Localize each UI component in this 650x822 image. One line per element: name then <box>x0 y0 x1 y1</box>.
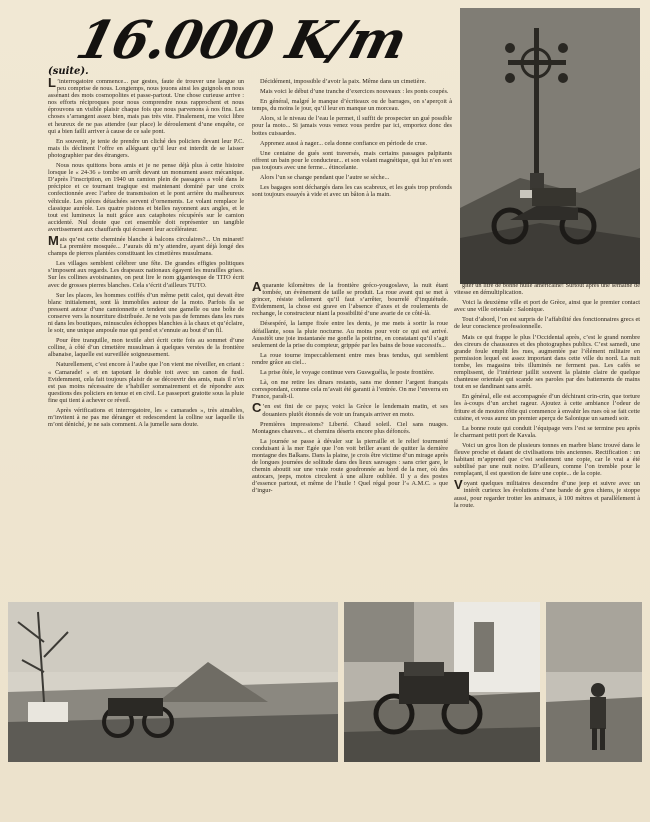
paragraph <box>252 140 452 147</box>
paragraph-text: La journée se passe à dévaler sur la pierraille et le relief tourmenté conduisant à la mer Egée que l’on voit briller avant de quitter la dernière montagne des Balkans. Dans la plaine, je crois être victime d’un mirage après de longues journées de solitude dans des lieux sauvages : sans crier gare, le chemin aboutit sur une vraie route goudronnée au bord de la mer, où des autocars, jeeps, motos circulent à une allure oubliée. Il y a des postes d’essence partout, et même de l’huile ! Quel régal pour l’« A.M.C. » que d’ingur- <box>252 437 448 495</box>
paragraph <box>48 292 244 335</box>
paragraph <box>48 138 244 159</box>
article-title: 16.000 K/m <box>70 10 412 71</box>
paragraph <box>252 282 448 317</box>
paragraph <box>252 115 452 136</box>
paragraph <box>48 337 244 358</box>
paragraph <box>252 174 452 181</box>
paragraph-text: Les villages semblent célébrer une fête. De grandes effigies politiques s’imposent aux regards. Les drapeaux nationaux égayent les murailles grises. Sur les collines avoisinantes, on peut lire le nom gigantesque de TITO écrit avec de grosses pierres blanches. Cela s’écrit d’ailleurs TUTO. <box>48 260 244 289</box>
paragraph-text: Naturellement, c’est encore à l’aube que l’on vient me réveiller, en criant : « Camarade! » et en tapotant le double toit avec un canon de fusil. Evidemment, cela fait toujours plaisir de se découvrir des amis, mais il n’en est pas moins nécessaire de s’habiller sommairement et de répondre aux questions des policiers en tenue et en civil. Le passeport gratotte sous la pluie fine qui tient à achever ce réveil. <box>48 361 244 404</box>
paragraph <box>252 98 452 112</box>
photo-cross-monument <box>460 8 640 284</box>
paragraph <box>454 299 640 313</box>
drop-cap: L <box>48 78 56 90</box>
paragraph <box>252 369 448 376</box>
paragraph-text: Une centaine de gués sont traversés, mais certains passages palpitants offrent un bain pour le conducteur... et son volant magnétique, qui lui n’en sort pas toujours avec une ferme... étincelante. <box>252 149 452 171</box>
paragraph-text: Sur les places, les hommes coiffés d’un même petit calot, qui devait être blanc initialement, sont là immobiles autour de la moto. Parfois ils se pressent autour d’une camionnette et tendent une gamelle ou une boîte de conserve vers la nourriture distribuée. Je ne vois pas de femmes dans les rues ni dans les boutiques, minuscules échoppes blanchies à la chaux et qu’éclaire, le soir, une unique ampoule nue qui pend et s’ennuie au bout d’un fil. <box>48 291 244 335</box>
photo-tent-camp <box>8 602 338 762</box>
paragraph <box>454 316 640 330</box>
drop-cap: V <box>454 477 463 493</box>
paragraph-text: En général, elle est accompagnée d’un déchirant crin-crin, que torture les à-coups d’un archet rageur. Ajoutez à cette ambiance l’odeur de friture et de mouton rôtie qui commence à envahir les rues où se fait cette cuisine, et vous aurez un premier aperçu de Salonique un samedi soir. <box>454 393 640 422</box>
paragraph-text: Alors l’un se change pendant que l’autre se sèche... <box>260 174 390 182</box>
paragraph <box>252 400 448 418</box>
paragraph-text: Mais voici le début d’une tranche d’exercices nouveaux : les ponts coupés. <box>260 88 449 96</box>
paragraph-text: Là, on me retire les dinars restants, sans me donner l’argent français correspondant, comme cela m’avait été garanti à l’entrée. On me l’enverra en France, paraît-il. <box>252 379 448 401</box>
paragraph-text: quarante kilomètres de la frontière gréco-yougoslave, la nuit étant tombée, un évènement de taille se produit. La roue avant qui se met à grincer, résiste tellement qu’il faut s’arrêter, bourrelé d’inquiétude. Evidemment, la chose est grave en l’absence d’axes et de roulements de rechange, le constructeur niant la possibilité d’une avarie de ce côté-là. <box>252 282 448 318</box>
paragraph <box>48 78 244 135</box>
paragraph-text: La bonne route qui conduit l’équipage vers l’est se termine peu après le charmant petit port de Kavala. <box>454 424 640 439</box>
paragraph-text: Premières impressions? Liberté. Chaud soleil. Ciel sans nuages. Montagnes chauves... et chemins déserts encore plus défoncés. <box>252 420 448 435</box>
paragraph-text: Nous nous quittons bons amis et je ne pense déjà plus à cette histoire lorsque le « 24-36 » tombe en arrêt devant un monument assez mécanique. D’après l’inscription, en 1940 un camion plein de passagers a volé dans le précipice et ce tournant tragique est maintenant dominé par une croix confectionnée avec l’arbre de transmission et le pont arrière du malheureux véhicule. Les pièces détachées servent d’ornements. Le volant remplace le classique auréole. Les quatre pistons et bielles rayonnent aux angles, et le tout est lumineux la nuit grâce aux cataphotes récupérés sur le camion accidenté. Nul doute que cet ensemble doit représenter un tangible avertissement aux chauffards qui écrasent leur accélérateur. <box>48 162 244 233</box>
paragraph <box>454 425 640 439</box>
paragraph <box>252 438 448 495</box>
drop-cap: M <box>48 232 59 248</box>
paragraph <box>48 232 244 258</box>
paragraph-text: La roue tourne impeccablement entre mes bras tendus, qui semblent rendre grâce au ciel... <box>252 351 448 366</box>
paragraph <box>252 184 452 198</box>
drop-cap: A <box>252 282 262 294</box>
paragraph-text: Les bagages sont déchargés dans les cas scabreux, et les gués trop profonds sont toujours essayés à vide et avec un bâton à la main. <box>252 184 452 199</box>
paragraph <box>252 421 448 435</box>
paragraph-text: ’interrogatoire commence... par gestes, faute de trouver une langue un peu comprise de nous. Longtemps, nous jouons ainsi les guignols en nous assénant des mots cosmopolites et passe-partout. Une chose curieuse arrive : nos efforts réciproques pour nous comprendre nous rapprochent et nous éprouvons un visible plaisir chaque fois que nous parvenons à nos fins. Les choses s’arrangent assez bien, mais pas très vite. Finalement, me voici libre et heureux de ne pas attendre (sur place) le déroulement d’une enquête, ce qui a bien failli arriver à cause de ce sale pont. <box>48 78 244 135</box>
paragraph <box>48 361 244 404</box>
paragraph-text: En général, malgré le manque d’écriteaux ou de barrages, on s’aperçoit à temps, du moins le jour, qu’il leur en manque un morceau. <box>252 98 452 113</box>
paragraph <box>252 379 448 400</box>
paragraph <box>454 477 640 509</box>
paragraph-text: Mais ce qui frappe le plus l’Occidental après, c’est le grand nombre des cireurs de chaussures et des photographes publics. C’est samedi, une grande foule emplit les rues, augmentée par l’élément militaire en permission lequel est assez important dans cette ville du nord. La nuit tombe, les magasins très illuminés ne ferment pas. Les cafés se remplissent, de l’intérieur jaillit souvent la plainte claire de quelque chanteuse orientale qui scande ses paroles par des battements de mains tout en se dandinant sans arrêt. <box>454 333 640 391</box>
paragraph <box>252 150 452 171</box>
paragraph-text: Après vérifications et interrogatoire, les « camarades », très aimables, m’invitent à ne pas me déranger et redescendent la colline sur laquelle ils m’ont déniché, je ne sais comment. A la jumelle sans doute. <box>48 407 244 429</box>
paragraph-text: Voici la deuxième ville et port de Grèce, ainsi que le premier contact avec une ville orientale : Salonique. <box>454 299 640 314</box>
paragraph <box>252 88 452 95</box>
paragraph-text: oyant quelques militaires descendre d’une jeep et suivre avec un intérêt curieux les évolutions d’une bande de gros chiens, je stoppe aussi, pour regarder trotter les animaux, à 100 mètres et parallèlement à la route. <box>454 480 640 509</box>
paragraph-text: giter un litre de bonne huile américaine! Surtout après une semaine de vitesse en démultiplication. <box>454 282 640 297</box>
paragraph <box>454 393 640 421</box>
paragraph <box>454 334 640 391</box>
paragraph-text: Apprenez aussi à nager... cela donne confiance en période de crue. <box>260 139 428 147</box>
photo-person-street <box>546 602 642 762</box>
paragraph-text: Décidément, impossible d’avoir la paix. Même dans un cimetière. <box>260 78 426 85</box>
photo-motorcycle-village <box>344 602 540 762</box>
paragraph-text: La prise ôtée, le voyage continue vers Guswguélia, le poste frontière. <box>260 369 435 377</box>
text-column-3 <box>252 282 448 594</box>
paragraph-text: Pour être tranquille, mon textile abri écrit cette fois au sommet d’une colline, à côté d’un cimetière musulman à quelques verstes de la frontière albanaise, laquelle est surveillée soigneusement. <box>48 337 244 359</box>
paragraph <box>48 260 244 288</box>
drop-cap: C <box>252 400 262 416</box>
text-column-4 <box>454 282 640 594</box>
paragraph <box>48 407 244 428</box>
paragraph-text: Voici un gros lion de plusieurs tonnes en marbre blanc trouvé dans le fleuve proche et datant de civilisations très anciennes. Rectification : un habitant m’apprend que c’est seulement une copie, car le vrai a été subtilisé par une nuit noire. D’ailleurs, comme l’on tremble pour le remplaçant, il est question de faire une copie... de la copie. <box>454 441 640 478</box>
article-subtitle: (suite). <box>48 66 89 77</box>
paragraph-text: Désespéré, la lampe fixée entre les dents, je me mets à sortir la roue défaillante, sous la pluie nocturne. Au moins pour voir ce qui est arrivé. Aussitôt une joie instantanée me gonfle la poitrine, en constatant qu’il s’agit seulement de la prise du compteur, grippée par les bains de boue successifs... <box>252 320 448 349</box>
text-column-2 <box>252 78 452 273</box>
paragraph <box>252 320 448 348</box>
paragraph <box>48 162 244 233</box>
paragraph-text: Tout d’abord, l’on est surpris de l’affabilité des fonctionnaires grecs et de leur conscience professionnelle. <box>454 316 640 331</box>
text-column-1 <box>48 78 244 598</box>
paragraph <box>252 78 452 85</box>
paragraph <box>454 282 640 296</box>
paragraph-text: En souvenir, je tenie de prendre un cliché des policiers devant leur P.C. mais ils déclinent l’offre en alléguant qu’il leur est interdit de se laisser photographier par des étrangers. <box>48 137 244 159</box>
paragraph-text: Alors, si le niveau de l’eau le permet, il suffit de prospecter un gué possible pour la moto... Si jamais vous venez vous perdre par ici, emportez donc des bottes cuissardes. <box>252 115 452 137</box>
paragraph <box>454 442 640 477</box>
paragraph <box>252 352 448 366</box>
paragraph-text: ’en est fini de ce pays; voici la Grèce le lendemain matin, et ses douaniers plutôt étonnés de voir un français arriver en moto. <box>262 403 448 418</box>
paragraph-text: ais qu’est cette cheminée blanche à balcons circulaires?... Un minaret! La première mosquée... J’aurais dû m’y attendre, ayant déjà longé des champs de pierres plantées constituant les cimetières musulmans. <box>48 235 244 258</box>
